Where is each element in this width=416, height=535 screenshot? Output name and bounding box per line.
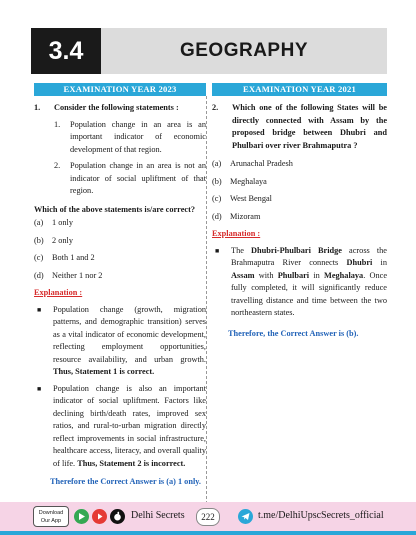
statement-1 [54,119,206,157]
bold-run: Phulbari [277,270,310,280]
option-text: Arunachal Pradesh [230,159,293,168]
text-run: . Once fully completed, it will significantly reduce travelling distance and time between the two northeastern states. [231,270,388,317]
chapter-title: GEOGRAPHY [101,28,387,74]
year-banner: EXAMINATION YEAR 2023 [34,83,206,96]
explanation-bullet [34,304,206,379]
option-text: 2 only [52,235,73,245]
download-label: Download [38,510,64,516]
option-c [34,252,206,265]
play-store-icon[interactable] [74,509,89,524]
question-1 [34,102,206,115]
option-d [34,270,206,283]
option-label: (a) [212,159,222,168]
question-text: Which one of the following States will be directly connected with Assam by the proposed bridge between Dhubri and Phulbari over river Brahmaputra ? [232,103,387,150]
statement-text: Population change in an area is not an indicator of social upliftment of that region. [70,161,206,195]
year-banner: EXAMINATION YEAR 2021 [212,83,387,96]
statement-2 [54,160,206,198]
telegram-icon[interactable] [238,509,253,524]
option-c [212,193,387,206]
option-text: Mizoram [230,211,261,221]
bullet-icon: ■ [37,384,42,393]
bold-run: Assam [231,270,255,280]
option-label: (c) [212,194,222,203]
statement-text: Population change in an area is an important indicator of economic development of that region. [70,119,206,154]
option-label: (d) [34,270,44,280]
option-a [212,158,387,171]
explanation-bullet [212,245,387,320]
download-label: Our App [40,518,62,524]
question-prompt [34,204,206,217]
chapter-number: 3.4 [31,28,101,74]
apple-icon[interactable] [110,509,125,524]
bold-run: Dhubri [346,258,373,267]
question-2 [212,102,387,152]
option-label: (d) [212,211,222,221]
statement-number: 2. [54,161,61,170]
page-number: 222 [196,508,220,526]
option-text: Neither 1 nor 2 [52,270,103,280]
option-label: (c) [34,253,44,262]
bullet-conclusion: Thus, Statement 2 is incorrect. [77,458,186,468]
footer-accent-line [0,531,416,535]
option-label: (b) [34,235,44,245]
chapter-header [0,0,416,78]
option-a [34,217,206,230]
left-column [34,83,206,489]
option-text: Meghalaya [230,176,267,186]
statement-number: 1. [54,119,61,129]
youtube-icon[interactable] [92,509,107,524]
bullet-conclusion: Thus, Statement 1 is correct. [53,367,155,376]
option-text: West Bengal [230,194,272,203]
option-b [212,176,387,189]
explanation-heading: Explanation : [212,229,261,238]
option-label: (a) [34,218,44,227]
question-number: 2. [212,103,219,112]
question-number: 1. [34,103,41,112]
bullet-text: Population change is also an important indicator of social upliftment. Factors like declining birth/death rates, improved sex ratios, and rural-to-urban migration directly reflect improvements in social infrastructure, healthcare access, literacy, and overall quality of life. [53,383,206,468]
page-footer [0,502,416,531]
correct-answer: Therefore the Correct Answer is (a) 1 only. [50,477,202,486]
question-prompt-text: Which of the above statements is/are correct? [34,204,195,214]
option-b [34,235,206,248]
text-run: The [231,245,251,255]
option-text: Both 1 and 2 [52,253,95,262]
right-column [212,83,387,340]
bullet-text [231,245,387,320]
column-divider [206,96,207,519]
text-run: with [254,270,278,280]
bullet-icon: ■ [37,305,42,314]
text-run: across the Brahmaputra River connects [231,245,387,267]
download-app-badge[interactable] [33,506,69,527]
question-text: Consider the following statements : [54,103,179,112]
brand-name: Delhi Secrets [131,510,185,521]
correct-answer: Therefore, the Correct Answer is (b). [228,328,359,338]
explanation-heading: Explanation : [34,288,83,297]
option-label: (b) [212,176,222,186]
option-text: 1 only [52,218,73,227]
bold-run: Meghalaya [324,270,364,280]
bullet-icon: ■ [215,246,220,255]
text-run: in [372,258,388,267]
bullet-text: Population change (growth, migration patterns, and demographic transition) serves as a vital indicator of economic development, reflecting employment opportunities, resource availability, and urban growth. [53,304,206,364]
bold-run: Dhubri-Phulbari Bridge [250,245,342,255]
telegram-link[interactable]: t.me/DelhiUpscSecrets_official [258,510,384,521]
explanation-bullet [34,383,206,471]
text-run: in [309,270,325,280]
option-d [212,211,387,224]
